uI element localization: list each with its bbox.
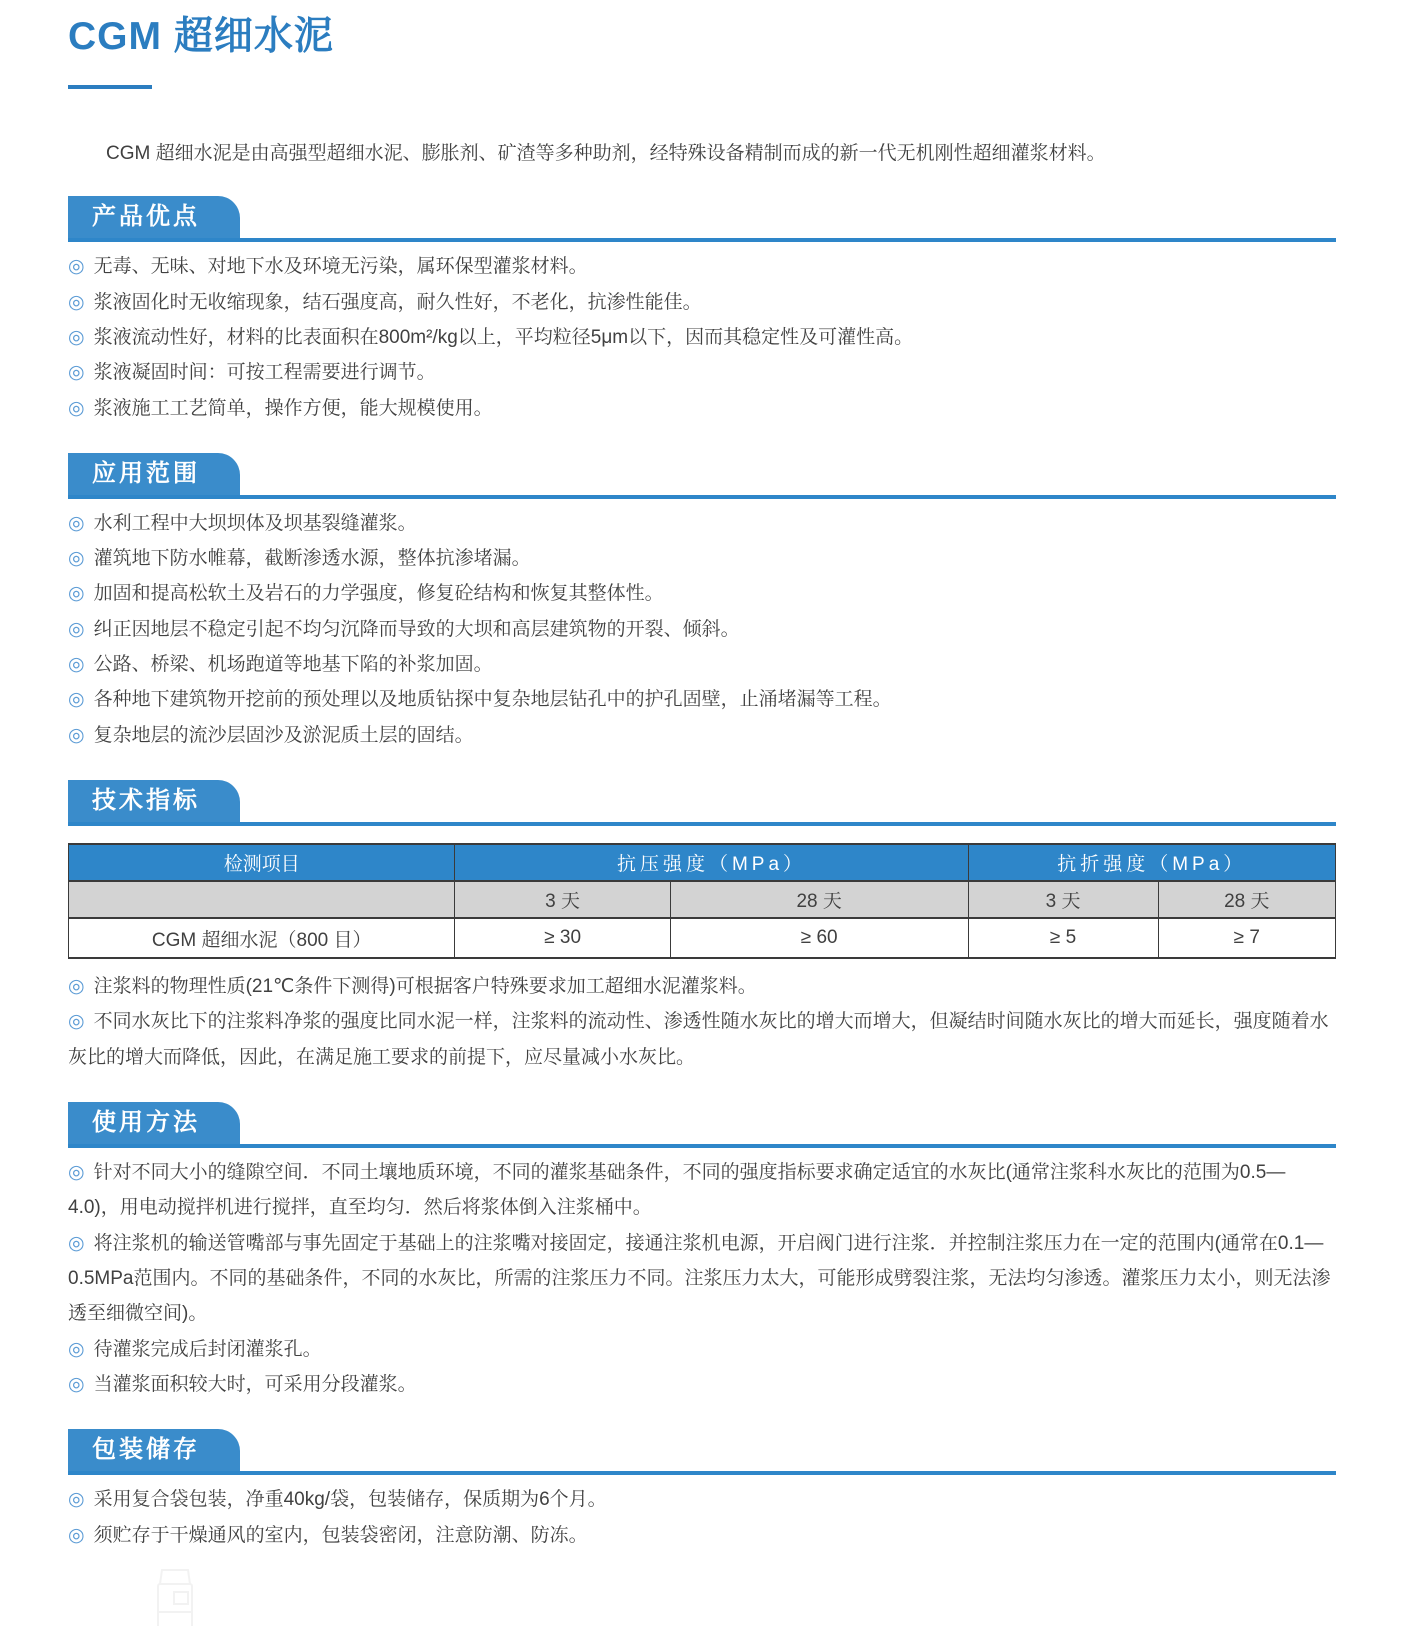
- spec-notes-list: [68, 969, 1336, 1075]
- double-circle-bullet-icon: ◎: [68, 512, 85, 534]
- table-row-label: CGM 超细水泥（800 目）: [69, 918, 455, 958]
- list-item-text: 复杂地层的流沙层固沙及淤泥质土层的固结。: [93, 724, 474, 746]
- list-item-text: 浆液固化时无收缩现象，结石强度高，耐久性好，不老化，抗渗性能佳。: [93, 291, 702, 313]
- usage-list: [68, 1155, 1336, 1402]
- list-item-text: 浆液凝固时间：可按工程需要进行调节。: [93, 362, 436, 384]
- double-circle-bullet-icon: ◎: [68, 1489, 85, 1511]
- double-circle-bullet-icon: ◎: [68, 1162, 85, 1184]
- section-packaging: [68, 1429, 1336, 1553]
- table-value-cell: ≥ 30: [455, 918, 670, 958]
- title-underline-dash: [68, 85, 152, 89]
- list-item: [68, 1332, 1336, 1367]
- table-subheader-cell: 28 天: [670, 881, 968, 918]
- double-circle-bullet-icon: ◎: [68, 618, 85, 640]
- table-subheader-empty: [69, 881, 455, 918]
- list-item-text: 不同水灰比下的注浆料净浆的强度比同水泥一样，注浆料的流动性、渗透性随水灰比的增大而增大，但凝结时间随水灰比的增大而延长，强度随着水灰比的增大而降低，因此，在满足施工要求的前提下，应尽量减小水灰比。: [68, 1011, 1329, 1068]
- section-header: [68, 1102, 1336, 1148]
- list-item: [68, 718, 1336, 753]
- list-item-text: 注浆料的物理性质(21℃条件下测得)可根据客户特殊要求加工超细水泥灌浆料。: [93, 976, 757, 998]
- list-item: [68, 1226, 1336, 1332]
- section-tab-specs: 技术指标: [68, 780, 240, 822]
- section-tab-applications: 应用范围: [68, 453, 240, 495]
- list-item-text: 将注浆机的输送管嘴部与事先固定于基础上的注浆嘴对接固定，接通注浆机电源，开启阀门进行注浆．并控制注浆压力在一定的范围内(通常在0.1—0.5MPa范围内。不同的基础条件，不同的水灰比，所需的注浆压力不同。注浆压力太大，可能形成劈裂注浆，无法均匀渗透。灌浆压力太小，则无法渗透至细微空间)。: [68, 1232, 1331, 1325]
- double-circle-bullet-icon: ◎: [68, 724, 85, 746]
- double-circle-bullet-icon: ◎: [68, 689, 85, 711]
- list-item-text: 灌筑地下防水帷幕，截断渗透水源，整体抗渗堵漏。: [93, 548, 531, 570]
- section-usage: [68, 1102, 1336, 1402]
- double-circle-bullet-icon: ◎: [68, 1338, 85, 1360]
- list-item: [68, 506, 1336, 541]
- table-subheader-cell: 28 天: [1158, 881, 1335, 918]
- double-circle-bullet-icon: ◎: [68, 256, 85, 278]
- list-item: [68, 969, 1336, 1004]
- section-tab-packaging: 包装储存: [68, 1429, 240, 1471]
- table-data-row: [69, 918, 1336, 958]
- list-item: [68, 1155, 1336, 1226]
- list-item-text: 公路、桥梁、机场跑道等地基下陷的补浆加固。: [93, 654, 493, 676]
- packaging-list: [68, 1482, 1336, 1553]
- list-item: [68, 1482, 1336, 1517]
- double-circle-bullet-icon: ◎: [68, 1374, 85, 1396]
- watermark-graphic: [140, 1566, 210, 1626]
- list-item-text: 当灌浆面积较大时，可采用分段灌浆。: [93, 1374, 417, 1396]
- table-header-test-item: 检测项目: [69, 844, 455, 881]
- section-header: [68, 1429, 1336, 1475]
- double-circle-bullet-icon: ◎: [68, 583, 85, 605]
- section-header: [68, 453, 1336, 499]
- list-item: [68, 682, 1336, 717]
- double-circle-bullet-icon: ◎: [68, 326, 85, 348]
- list-item: [68, 1004, 1336, 1075]
- table-header-flexural: 抗折强度（MPa）: [968, 844, 1335, 881]
- double-circle-bullet-icon: ◎: [68, 548, 85, 570]
- page-title: CGM 超细水泥: [68, 15, 334, 58]
- list-item-text: 须贮存于干燥通风的室内，包装袋密闭，注意防潮、防冻。: [93, 1524, 588, 1546]
- section-header: [68, 196, 1336, 242]
- applications-list: [68, 506, 1336, 753]
- double-circle-bullet-icon: ◎: [68, 291, 85, 313]
- list-item: [68, 249, 1336, 284]
- list-item: [68, 1518, 1336, 1553]
- section-tab-usage: 使用方法: [68, 1102, 240, 1144]
- list-item-text: 待灌浆完成后封闭灌浆孔。: [93, 1338, 322, 1360]
- list-item-text: 纠正因地层不稳定引起不均匀沉降而导致的大坝和高层建筑物的开裂、倾斜。: [93, 618, 740, 640]
- section-specs: [68, 780, 1336, 1075]
- table-subheader-cell: 3 天: [455, 881, 670, 918]
- list-item-text: 针对不同大小的缝隙空间．不同土壤地质环境，不同的灌浆基础条件，不同的强度指标要求确定适宜的水灰比(通常注浆科水灰比的范围为0.5—4.0)，用电动搅拌机进行搅拌，直至均匀．然后将浆体倒入注浆桶中。: [68, 1162, 1286, 1219]
- table-header-row: [69, 844, 1336, 881]
- table-header-compressive: 抗压强度（MPa）: [455, 844, 968, 881]
- list-item-text: 浆液流动性好，材料的比表面积在800m²/kg以上，平均粒径5μm以下，因而其稳定性及可灌性高。: [93, 326, 914, 348]
- table-subheader-row: [69, 881, 1336, 918]
- list-item-text: 无毒、无味、对地下水及环境无污染，属环保型灌浆材料。: [93, 256, 588, 278]
- list-item: [68, 285, 1336, 320]
- list-item-text: 加固和提高松软土及岩石的力学强度，修复砼结构和恢复其整体性。: [93, 583, 664, 605]
- list-item-text: 采用复合袋包装，净重40kg/袋，包装储存，保质期为6个月。: [93, 1489, 607, 1511]
- list-item: [68, 541, 1336, 576]
- section-tab-advantages: 产品优点: [68, 196, 240, 238]
- list-item: [68, 391, 1336, 426]
- list-item: [68, 576, 1336, 611]
- double-circle-bullet-icon: ◎: [68, 1524, 85, 1546]
- double-circle-bullet-icon: ◎: [68, 397, 85, 419]
- section-applications: [68, 453, 1336, 753]
- table-value-cell: ≥ 60: [670, 918, 968, 958]
- double-circle-bullet-icon: ◎: [68, 1232, 85, 1254]
- section-header: [68, 780, 1336, 826]
- table-subheader-cell: 3 天: [968, 881, 1158, 918]
- table-value-cell: ≥ 7: [1158, 918, 1335, 958]
- double-circle-bullet-icon: ◎: [68, 1011, 85, 1033]
- double-circle-bullet-icon: ◎: [68, 976, 85, 998]
- double-circle-bullet-icon: ◎: [68, 362, 85, 384]
- advantages-list: [68, 249, 1336, 426]
- double-circle-bullet-icon: ◎: [68, 654, 85, 676]
- list-item: [68, 612, 1336, 647]
- list-item: [68, 320, 1336, 355]
- section-advantages: [68, 196, 1336, 426]
- intro-paragraph: CGM 超细水泥是由高强型超细水泥、膨胀剂、矿渣等多种助剂，经特殊设备精制而成的新一代无机刚性超细灌浆材料。: [106, 142, 1106, 164]
- list-item: [68, 355, 1336, 390]
- list-item-text: 浆液施工工艺简单，操作方便，能大规模使用。: [93, 397, 493, 419]
- list-item: [68, 1367, 1336, 1402]
- spec-table: [68, 843, 1336, 959]
- list-item-text: 水利工程中大坝坝体及坝基裂缝灌浆。: [93, 512, 417, 534]
- table-value-cell: ≥ 5: [968, 918, 1158, 958]
- list-item: [68, 647, 1336, 682]
- list-item-text: 各种地下建筑物开挖前的预处理以及地质钻探中复杂地层钻孔中的护孔固壁，止涌堵漏等工程。: [93, 689, 892, 711]
